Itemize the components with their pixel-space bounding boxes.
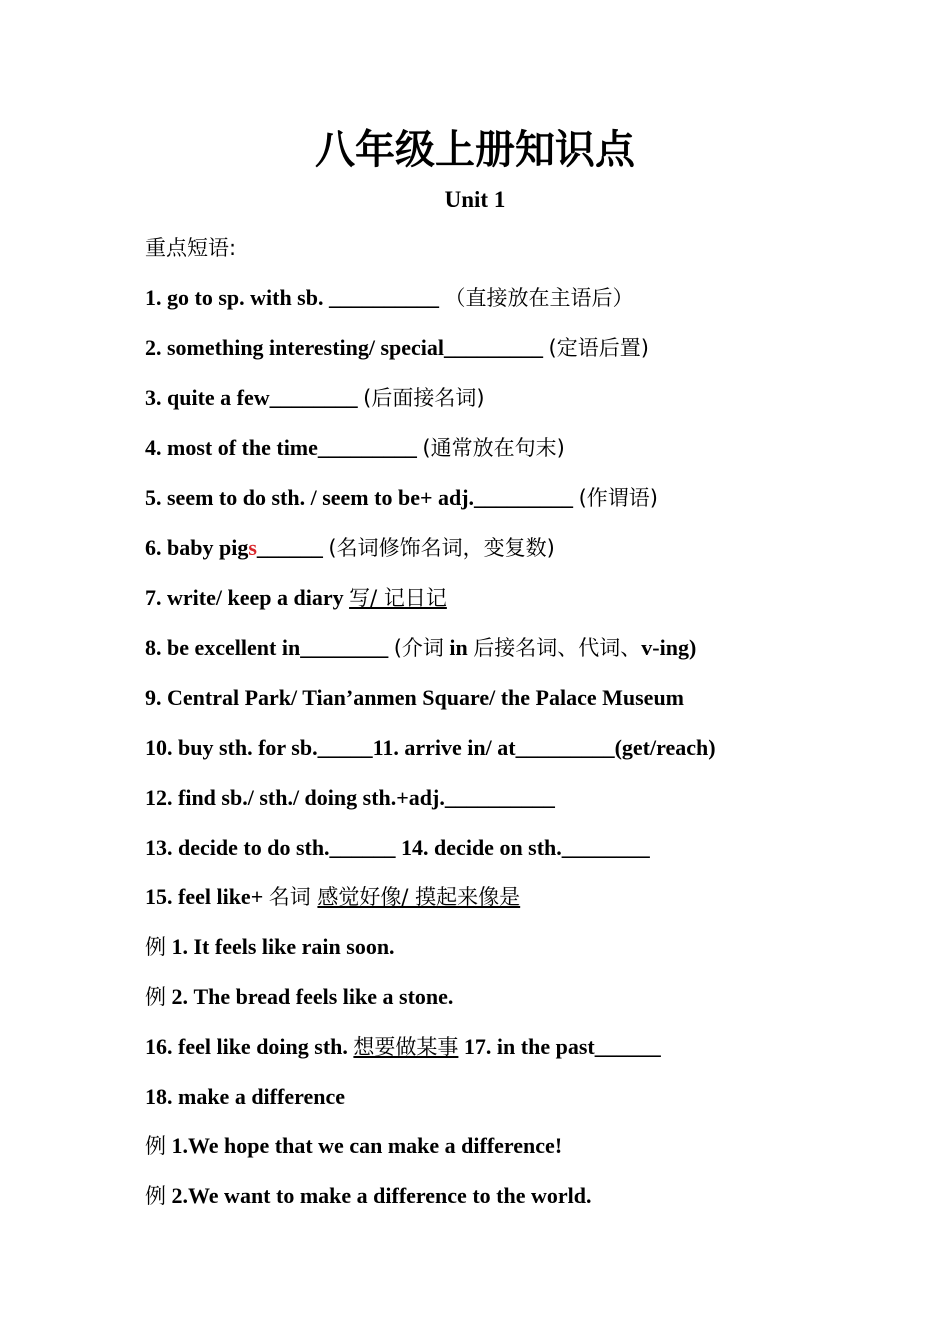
phrase-item-9 [145, 683, 905, 713]
phrase-note-in: in [443, 635, 474, 660]
plural-s-highlight: s [248, 535, 257, 560]
phrase-item-1 [145, 283, 905, 313]
phrase-text: 3. quite a few________ [145, 385, 364, 410]
example-sentence-1 [145, 932, 905, 962]
phrase-text: 13. decide to do sth.______ 14. decide on sth.________ [145, 835, 650, 860]
phrase-item-8 [145, 633, 905, 663]
section-label-text: 重点短语: [145, 236, 237, 260]
example-text: 2. The bread feels like a stone. [166, 984, 454, 1009]
phrase-item-7 [145, 583, 905, 613]
phrase-note: (名词修饰名词，变复数) [328, 536, 555, 560]
phrase-item-6 [145, 533, 905, 563]
example-prefix: 例 [145, 985, 166, 1009]
example-prefix: 例 [145, 935, 166, 959]
example-prefix: 例 [145, 1134, 166, 1158]
phrase-note: （直接放在主语后） [444, 286, 634, 310]
phrase-item-13 [145, 833, 905, 863]
phrase-text: 6. baby pig [145, 535, 249, 560]
phrase-text: 7. write/ keep a diary [145, 585, 350, 610]
phrase-text: 18. make a difference [145, 1084, 345, 1109]
phrase-translation: 想要做某事 [353, 1035, 459, 1059]
phrase-text: 10. buy sth. for sb._____11. arrive in/ at_________(get/reach) [145, 735, 716, 760]
phrase-item-12 [145, 783, 905, 813]
unit-heading: Unit 1 [444, 187, 506, 212]
phrase-text: 15. feel like+ [145, 884, 269, 909]
phrase-item-2 [145, 333, 905, 363]
phrase-text: 1. go to sp. with sb. __________ [145, 285, 445, 310]
phrase-text: 2. something interesting/ special_________ [145, 335, 549, 360]
phrase-blank: ______ [256, 535, 329, 560]
phrase-note-end: v-ing) [641, 635, 697, 660]
phrase-text: 4. most of the time_________ [145, 435, 423, 460]
phrase-note: (定语后置) [548, 336, 649, 360]
phrase-item-5 [145, 483, 905, 513]
example-text: 1.We hope that we can make a difference! [166, 1133, 563, 1158]
example-text: 2.We want to make a difference to the world. [166, 1183, 592, 1208]
phrase-item-16 [145, 1032, 905, 1062]
phrase-item-10 [145, 733, 905, 763]
phrase-note: (后面接名词) [363, 386, 485, 410]
phrase-note: (作谓语) [578, 486, 658, 510]
example-sentence-4 [145, 1181, 905, 1211]
phrase-text: 5. seem to do sth. / seem to be+ adj._________ [145, 485, 579, 510]
example-prefix: 例 [145, 1184, 166, 1208]
example-sentence-3 [145, 1131, 905, 1161]
phrase-translation: 感觉好像/ 摸起来像是 [317, 885, 521, 909]
phrase-item-18 [145, 1082, 905, 1112]
phrase-note: 名词 [268, 885, 318, 909]
phrase-text: 9. Central Park/ Tian’anmen Square/ the Palace Museum [145, 685, 684, 710]
example-sentence-2 [145, 982, 905, 1012]
phrase-item-3 [145, 383, 905, 413]
phrase-note-mid: 后接名词、代词、 [473, 636, 642, 660]
section-label [145, 233, 905, 263]
phrase-note: (通常放在句末) [422, 436, 565, 460]
page-title: 八年级上册知识点 [315, 127, 635, 173]
phrase-note-start: (介词 [393, 636, 444, 660]
example-text: 1. It feels like rain soon. [166, 934, 395, 959]
phrase-text-17: 17. in the past______ [458, 1034, 661, 1059]
phrase-item-4 [145, 433, 905, 463]
phrase-text: 8. be excellent in________ [145, 635, 394, 660]
phrase-item-15 [145, 882, 905, 912]
phrase-text: 16. feel like doing sth. [145, 1034, 354, 1059]
phrase-translation: 写/ 记日记 [349, 586, 447, 610]
phrase-text: 12. find sb./ sth./ doing sth.+adj.__________ [145, 785, 555, 810]
